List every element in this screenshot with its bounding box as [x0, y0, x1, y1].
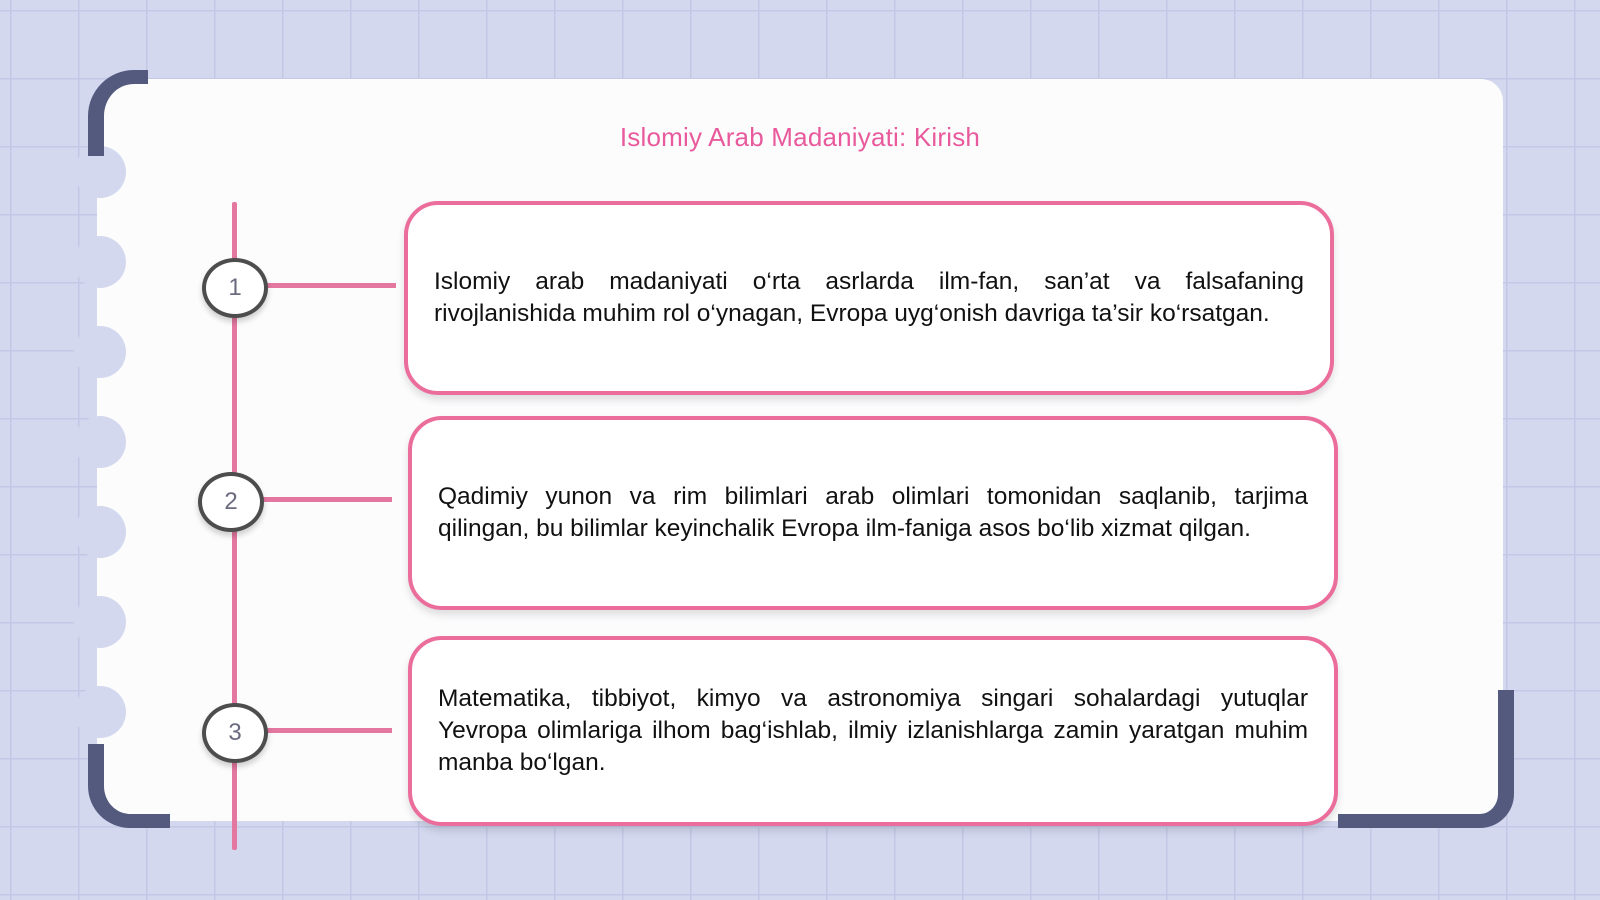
timeline-card-text: Qadimiy yunon va rim bilimlari arab olimlari tomonidan saqlanib, tarjima qilingan, bu bilimlar keyinchalik Evropa ilm-faniga asos bo‘lib xizmat qilgan. [438, 483, 1308, 542]
timeline-node-number: 3 [228, 719, 242, 746]
timeline-node-2 [198, 472, 264, 532]
timeline-connector-3 [266, 728, 392, 733]
slide-title: Islomiy Arab Madaniyati: Kirish [619, 122, 981, 152]
timeline-node-1 [202, 258, 268, 318]
sheet-scallop [74, 506, 126, 558]
sheet-scallop [74, 416, 126, 468]
timeline-card-3 [408, 636, 1338, 826]
timeline-node-number: 2 [224, 488, 238, 515]
sheet-scallop [74, 236, 126, 288]
timeline-card-text: Matematika, tibbiyot, kimyo va astronomiya singari sohalardagi yutuqlar Yevropa olimlariga ilhom bag‘ishlab, ilmiy izlanishlarga zamin yaratgan muhim manba bo‘lgan. [438, 685, 1308, 776]
corner-bracket-bottom-right [1338, 690, 1514, 828]
sheet-scallop [74, 326, 126, 378]
timeline-card-2 [408, 416, 1338, 610]
timeline-card-text: Islomiy arab madaniyati o‘rta asrlarda ilm-fan, san’at va falsafaning rivojlanishida muhim rol o‘ynagan, Evropa uyg‘onish davriga ta’sir ko‘rsatgan. [434, 268, 1304, 327]
timeline-card-1 [404, 201, 1334, 395]
timeline-node-number: 1 [228, 274, 242, 301]
timeline-connector-1 [266, 283, 396, 288]
corner-bracket-top-left [88, 70, 148, 156]
sheet-scallop [74, 596, 126, 648]
timeline-connector-2 [262, 497, 392, 502]
sheet-scallop [74, 686, 126, 738]
timeline-node-3 [202, 703, 268, 763]
corner-bracket-bottom-left [88, 744, 170, 828]
